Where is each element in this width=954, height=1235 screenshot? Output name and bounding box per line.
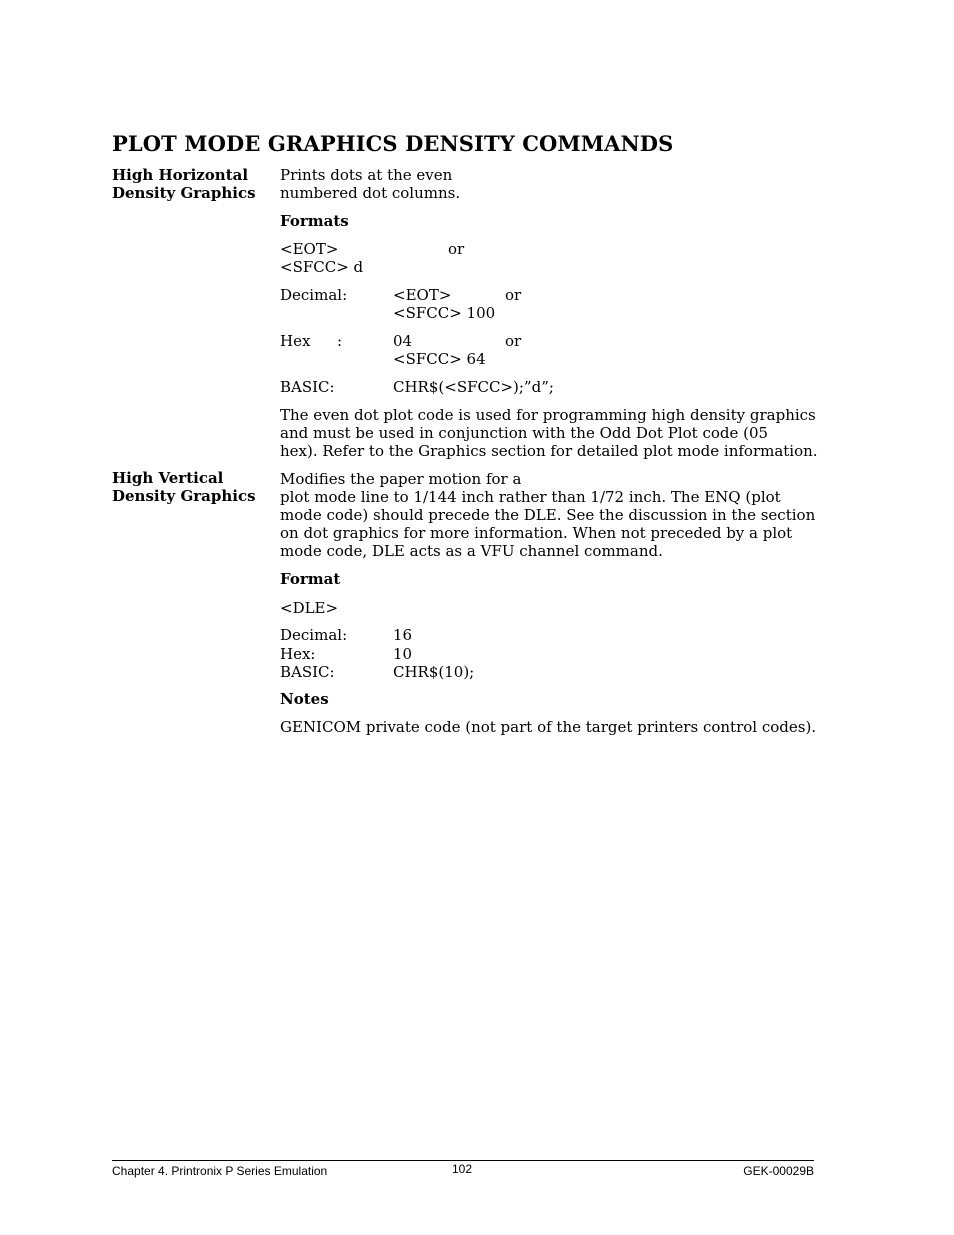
- text-line: plot mode line to 1/144 inch rather than 1/72 inch. The ENQ (plot: [280, 488, 781, 506]
- format-value: <DLE>: [280, 599, 339, 617]
- code-row: [280, 645, 820, 663]
- decimal-row-2: [280, 304, 820, 322]
- basic-label: BASIC:: [280, 378, 335, 396]
- decimal-value-2: <SFCC> 100: [393, 304, 496, 322]
- section-heading-high-horizontal: [112, 166, 272, 202]
- code-row: [280, 663, 820, 681]
- text-line: hex). Refer to the Graphics section for detailed plot mode information.: [280, 442, 818, 460]
- footer-page-number: 102: [452, 1162, 473, 1176]
- format-or: or: [448, 240, 465, 258]
- text-line: and must be used in conjunction with the Odd Dot Plot code (05: [280, 424, 769, 442]
- heading-line: High Vertical: [112, 469, 224, 487]
- text-line: numbered dot columns.: [280, 184, 461, 202]
- text-line: on dot graphics for more information. When not preceded by a plot: [280, 524, 793, 542]
- text-line: Modifies the paper motion for a: [280, 470, 522, 488]
- section-heading-high-vertical: [112, 469, 272, 505]
- text-line: mode code, DLE acts as a VFU channel command.: [280, 542, 663, 560]
- hex-label: Hex: [280, 332, 311, 350]
- hex-row: [280, 332, 820, 350]
- decimal-row: [280, 286, 820, 304]
- code-label: BASIC:: [280, 663, 335, 681]
- footer-divider: [112, 1160, 814, 1161]
- text-line: mode code) should precede the DLE. See the discussion in the section: [280, 506, 816, 524]
- hex-colon: :: [337, 332, 343, 350]
- section-intro: [280, 166, 820, 202]
- code-label: Decimal:: [280, 626, 348, 644]
- code-value: 10: [393, 645, 413, 663]
- heading-line: Density Graphics: [112, 184, 256, 202]
- format-code: <SFCC> d: [280, 258, 364, 276]
- hex-value-2: <SFCC> 64: [393, 350, 486, 368]
- hex-value: 04: [393, 332, 413, 350]
- format-label: Format: [280, 570, 341, 588]
- section-intro: [280, 470, 820, 560]
- code-row: [280, 626, 820, 644]
- hex-row-2: [280, 350, 820, 368]
- code-value: CHR$(10);: [393, 663, 475, 681]
- heading-line: Density Graphics: [112, 487, 256, 505]
- formats-label: Formats: [280, 212, 349, 230]
- page-title: PLOT MODE GRAPHICS DENSITY COMMANDS: [112, 131, 674, 156]
- format-line: [280, 258, 820, 276]
- footer-chapter: Chapter 4. Printronix P Series Emulation: [112, 1164, 328, 1178]
- code-label: Hex:: [280, 645, 316, 663]
- decimal-label: Decimal:: [280, 286, 348, 304]
- format-code: <EOT>: [280, 240, 339, 258]
- notes-label: Notes: [280, 690, 329, 708]
- decimal-value: <EOT>: [393, 286, 452, 304]
- format-line: [280, 240, 820, 258]
- section-description: [280, 406, 820, 460]
- basic-value: CHR$(<SFCC>);”d”;: [393, 378, 554, 396]
- text-line: Prints dots at the even: [280, 166, 453, 184]
- text-line: The even dot plot code is used for programming high density graphics: [280, 406, 816, 424]
- hex-or: or: [505, 332, 522, 350]
- heading-line: High Horizontal: [112, 166, 249, 184]
- decimal-or: or: [505, 286, 522, 304]
- notes-text: GENICOM private code (not part of the target printers control codes).: [280, 718, 817, 736]
- footer-doc-id: GEK-00029B: [743, 1164, 814, 1178]
- code-value: 16: [393, 626, 413, 644]
- basic-row: [280, 378, 820, 396]
